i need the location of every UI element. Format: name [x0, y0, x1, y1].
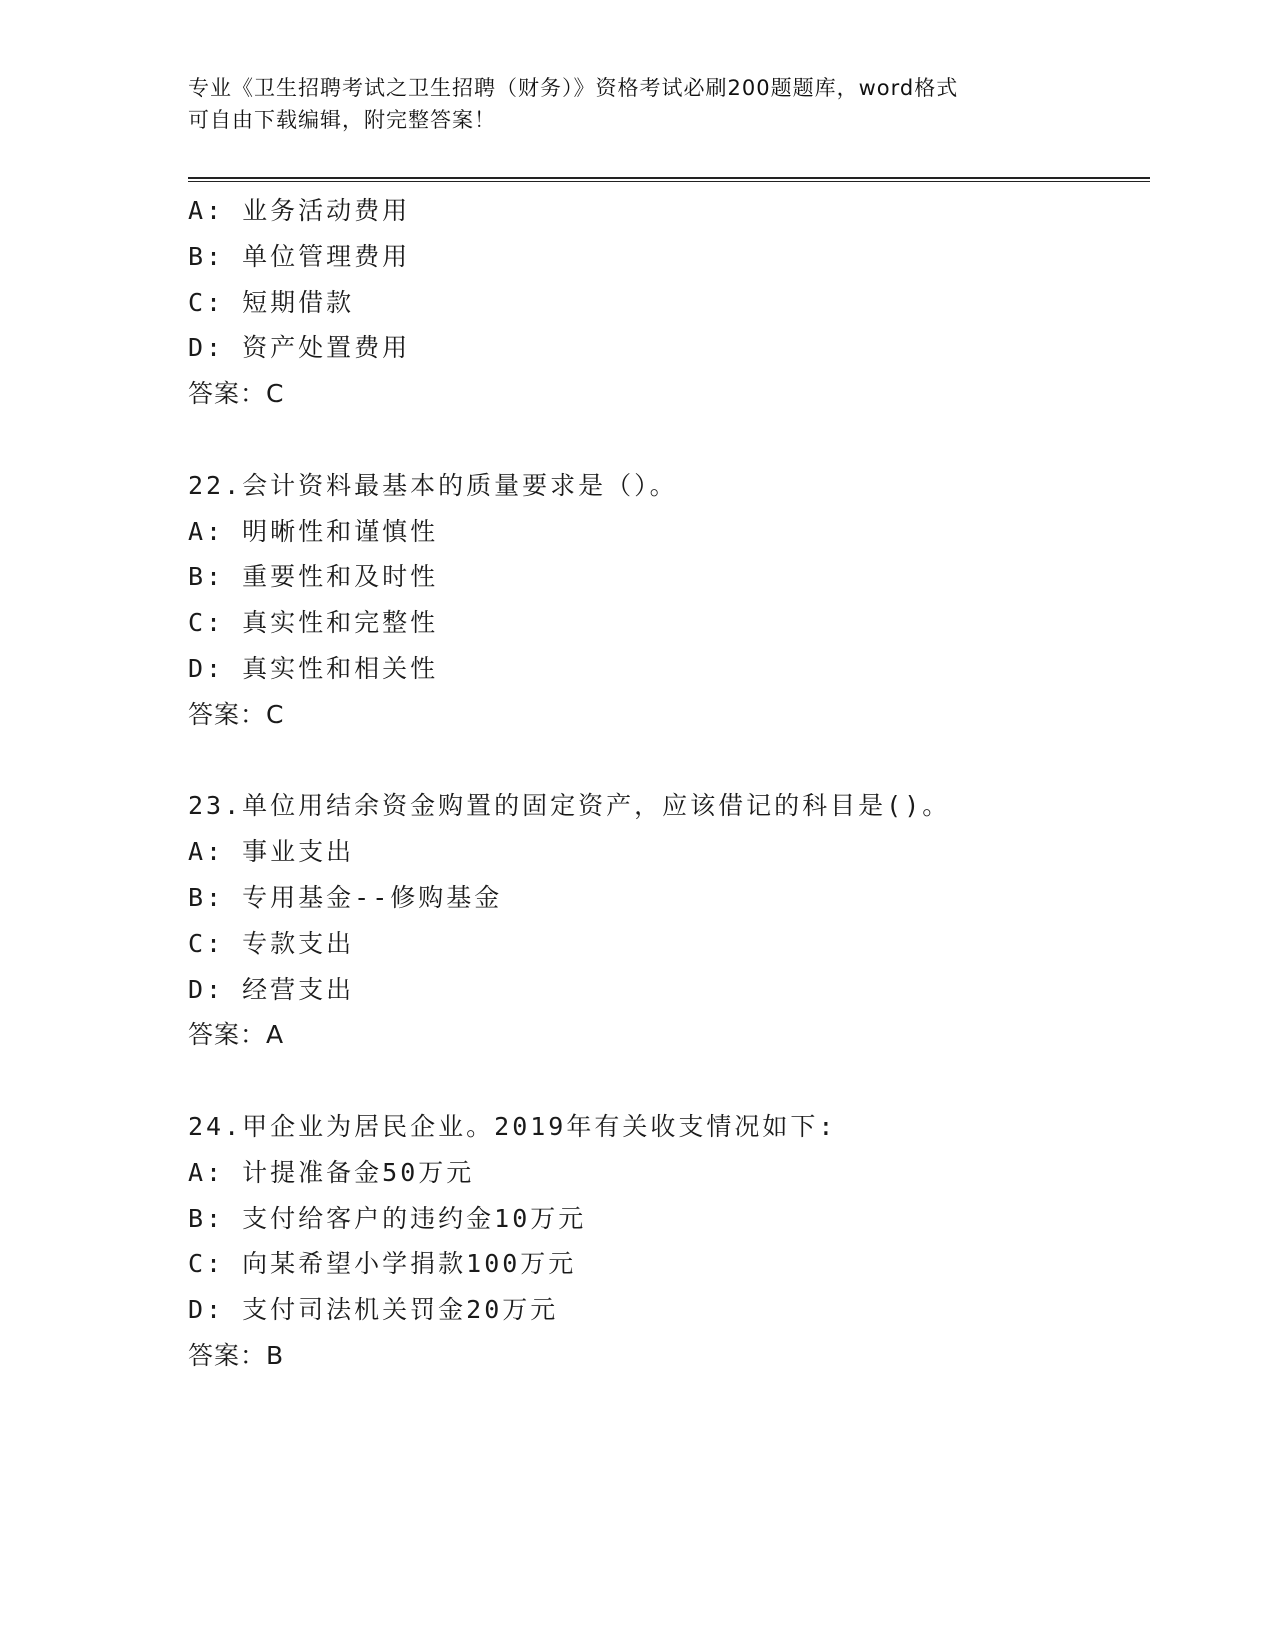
option-b: B: 重要性和及时性	[188, 562, 439, 592]
option-c: C: 专款支出	[188, 928, 355, 958]
question-stem: 22.会计资料最基本的质量要求是（）。	[188, 470, 678, 500]
spacer	[188, 417, 1148, 463]
option-d: D: 真实性和相关性	[188, 653, 439, 683]
option-a: A: 业务活动费用	[188, 196, 411, 225]
question-block-previous	[188, 188, 1148, 417]
question-block-24	[188, 1104, 1148, 1379]
answer: 答案：C	[188, 699, 285, 729]
option-a: A: 事业支出	[188, 837, 355, 867]
question-block-23	[188, 783, 1148, 1058]
question-list	[188, 188, 1148, 1379]
header-divider-thin	[188, 181, 1150, 182]
option-b: B: 专用基金--修购基金	[188, 882, 503, 912]
answer: 答案：A	[188, 1020, 285, 1050]
option-b: B: 单位管理费用	[188, 241, 411, 271]
question-stem: 24.甲企业为居民企业。2019年有关收支情况如下:	[188, 1111, 837, 1141]
option-d: D: 资产处置费用	[188, 333, 411, 363]
option-d: D: 经营支出	[188, 974, 355, 1004]
question-block-22	[188, 463, 1148, 738]
header-divider	[188, 177, 1150, 179]
document-header	[188, 72, 1088, 136]
option-a: A: 计提准备金50万元	[188, 1157, 475, 1187]
header-line-2: 可自由下载编辑，附完整答案！	[188, 108, 496, 132]
option-c: C: 短期借款	[188, 287, 355, 317]
spacer	[188, 1058, 1148, 1104]
header-line-1: 专业《卫生招聘考试之卫生招聘（财务）》资格考试必刷200题题库，word格式	[188, 76, 959, 100]
option-c: C: 真实性和完整性	[188, 608, 439, 638]
option-b: B: 支付给客户的违约金10万元	[188, 1203, 587, 1233]
answer: 答案：C	[188, 379, 285, 409]
option-a: A: 明晰性和谨慎性	[188, 516, 439, 546]
option-d: D: 支付司法机关罚金20万元	[188, 1295, 559, 1325]
option-c: C: 向某希望小学捐款100万元	[188, 1249, 577, 1279]
spacer	[188, 738, 1148, 784]
question-stem: 23.单位用结余资金购置的固定资产，应该借记的科目是()。	[188, 791, 951, 821]
answer: 答案：B	[188, 1340, 285, 1370]
